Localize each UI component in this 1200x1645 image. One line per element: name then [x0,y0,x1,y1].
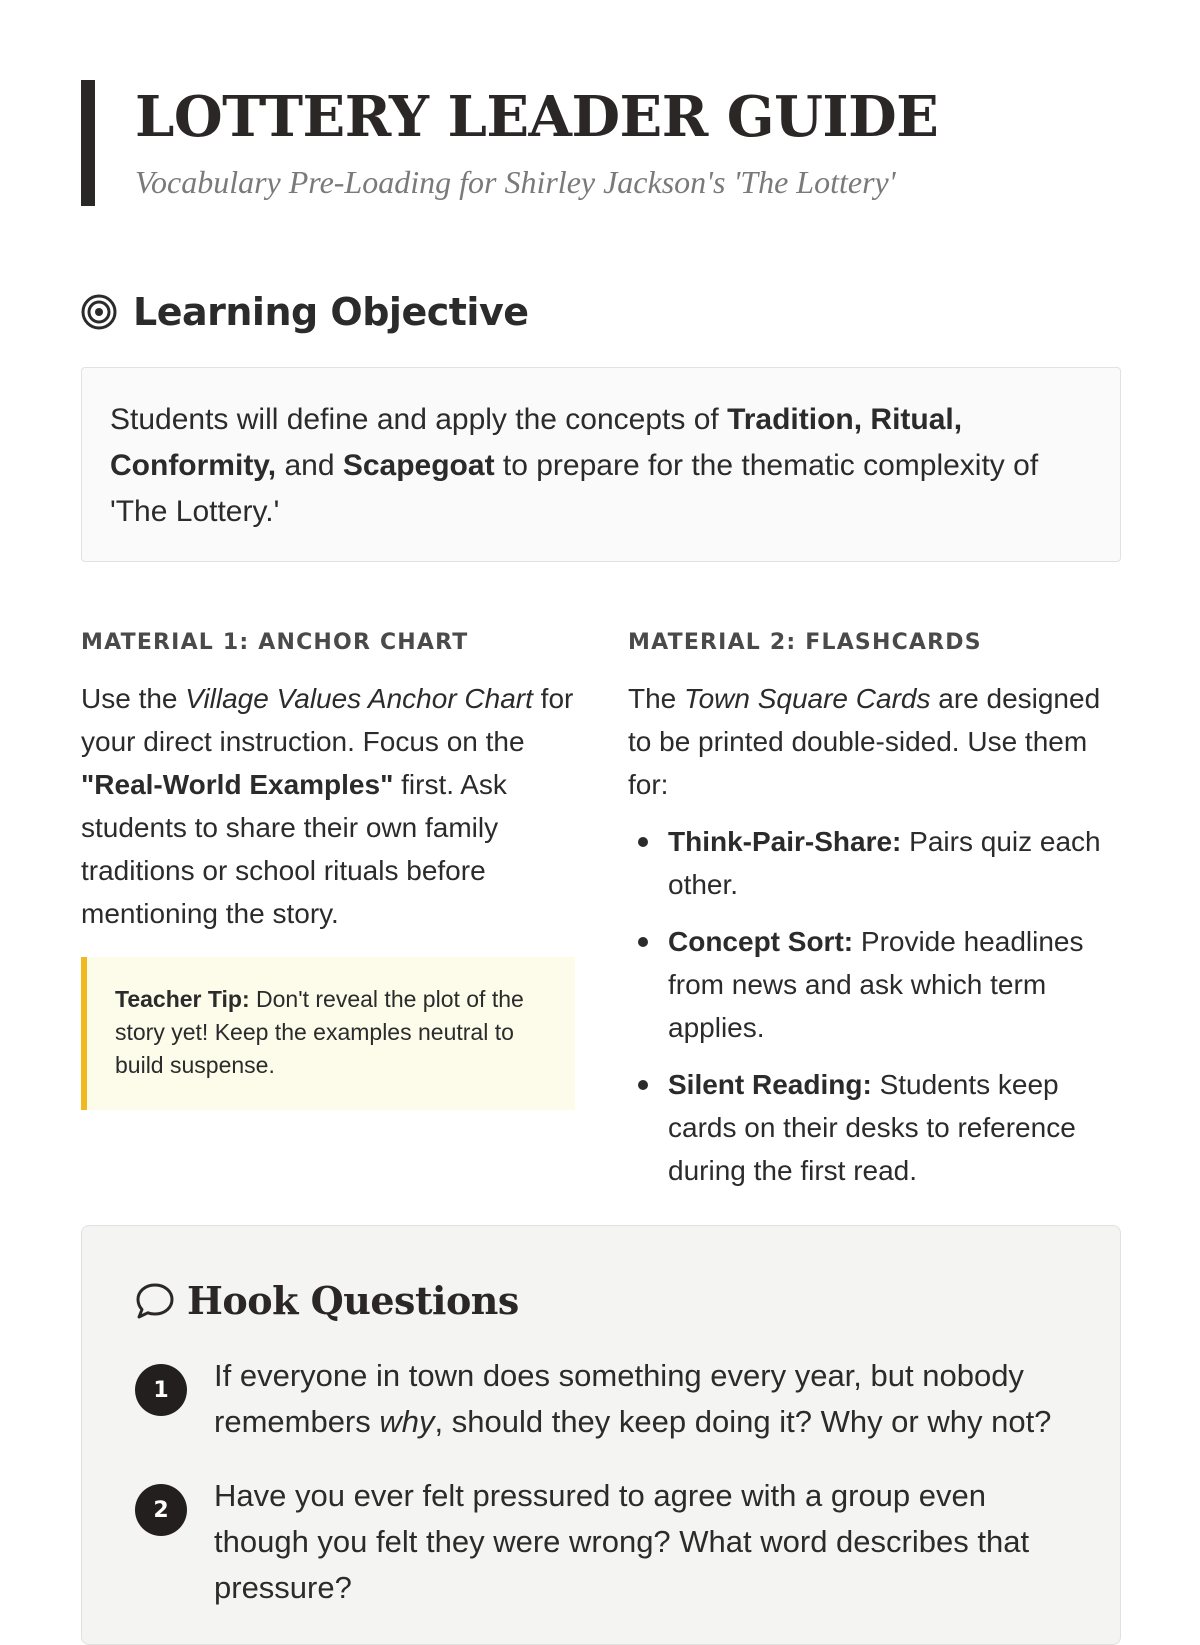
speech-bubble-icon [135,1281,175,1321]
use-title: Concept Sort: [668,926,854,957]
objective-text-and: and [276,449,343,482]
hook-questions-panel [81,1225,1121,1645]
guide-header [81,80,1135,206]
hook-questions-heading [135,1278,519,1323]
flashcards-name: Town Square Cards [684,683,931,714]
question-text-part: If everyone in town does something every year, but nobody remembers [214,1358,1024,1439]
learning-objective-title: Learning Objective [133,290,529,334]
teacher-tip-label: Teacher Tip: [115,986,250,1012]
question-number-badge: 2 [135,1484,187,1536]
question-emphasis: why [379,1404,435,1439]
target-icon [81,294,117,330]
question-number-badge: 1 [135,1364,187,1416]
flashcard-uses-list [628,820,1122,1192]
bullet-icon [638,937,648,947]
material-1-text-3: first. Ask students to share their own family traditions or school rituals before mentioning the story. [81,769,507,929]
teacher-tip-callout [81,957,575,1110]
list-item [628,920,1122,1049]
material-1-text-1: Use the [81,683,186,714]
hook-questions-title: Hook Questions [187,1278,519,1323]
list-item [628,1063,1122,1192]
material-1-label: MATERIAL 1: ANCHOR CHART [81,630,469,655]
material-2-text-1: The [628,683,685,714]
real-world-examples: "Real-World Examples" [81,769,394,800]
page-title: LOTTERY LEADER GUIDE [135,84,939,150]
list-item [628,820,1122,906]
question-text [214,1473,1075,1611]
use-text: Students keep cards on their desks to reference during the first read. [668,1069,1076,1186]
use-text: Provide headlines from news and ask which term applies. [668,926,1084,1043]
objective-text-end: to prepare for the thematic complexity of 'The Lottery.' [110,449,1039,528]
hook-question [135,1353,1075,1445]
material-1-column [81,630,575,1110]
objective-terms-2: Scapegoat [342,449,495,482]
objective-terms-1: Tradition, Ritual, Conformity, [110,403,963,482]
bullet-icon [638,837,648,847]
use-title: Silent Reading: [668,1069,872,1100]
material-2-column [628,630,1122,1206]
anchor-chart-name: Village Values Anchor Chart [185,683,533,714]
page-subtitle: Vocabulary Pre-Loading for Shirley Jackson's 'The Lottery' [135,164,896,200]
question-text [214,1353,1075,1445]
use-text: Pairs quiz each other. [668,826,1101,900]
material-2-description [628,677,1122,806]
material-1-text-2: for your direct instruction. Focus on the [81,683,574,757]
use-title: Think-Pair-Share: [668,826,902,857]
question-text-part: Have you ever felt pressured to agree with a group even though you felt they were wrong? What word describes that pressure? [214,1478,1030,1605]
material-2-text-2: are designed to be printed double-sided. Use them for: [628,683,1101,800]
bullet-icon [638,1080,648,1090]
teacher-tip-text: Don't reveal the plot of the story yet! Keep the examples neutral to build suspense. [115,986,524,1078]
material-2-label: MATERIAL 2: FLASHCARDS [628,630,982,655]
objective-box [81,367,1121,562]
learning-objective-heading [81,290,529,334]
question-text-part: , should they keep doing it? Why or why not? [434,1404,1052,1439]
hook-question [135,1473,1075,1611]
material-1-description [81,677,575,935]
objective-text-start: Students will define and apply the concepts of [110,403,728,436]
